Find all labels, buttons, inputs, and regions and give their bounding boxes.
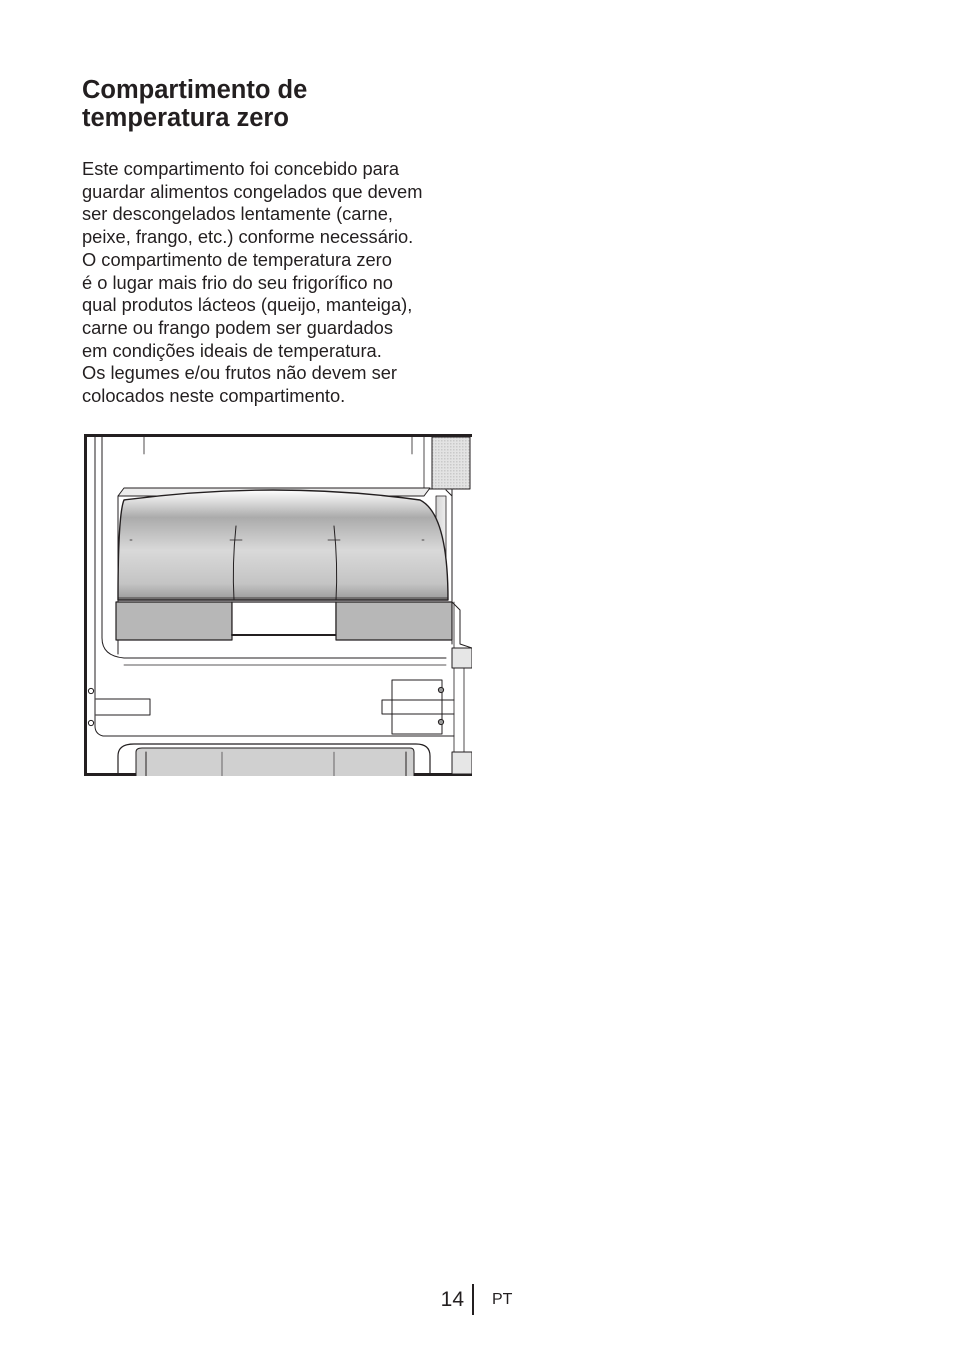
page-number: 14: [440, 1288, 464, 1311]
door-top-grille: [432, 437, 470, 489]
body-line: guardar alimentos congelados que devem: [82, 180, 423, 202]
zero-compartment-illustration: [84, 434, 472, 776]
drawer-middle: [232, 602, 336, 635]
crisper-drawer-inner: [136, 748, 414, 776]
door-hinge-block: [452, 752, 472, 774]
language-code: PT: [492, 1291, 513, 1308]
drawer-right: [336, 602, 452, 640]
left-shelf-rail: [96, 699, 150, 715]
body-line: carne ou frango podem ser guardados: [82, 316, 393, 338]
drawer-left: [116, 602, 232, 640]
footer-divider: [472, 1284, 474, 1315]
door-bracket-clip: [382, 700, 392, 714]
body-line: em condições ideais de temperatura.: [82, 339, 382, 361]
wall-screw: [88, 720, 93, 725]
compartment-lid: [118, 490, 448, 600]
body-paragraph: [82, 158, 482, 408]
page-title-line-2: temperatura zero: [82, 104, 289, 132]
door-bracket-screw: [438, 719, 443, 724]
body-line: Este compartimento foi concebido para: [82, 158, 400, 179]
page-title-line-1: Compartimento de: [82, 76, 308, 104]
wall-screw: [88, 688, 93, 693]
body-line: é o lugar mais frio do seu frigorífico no: [82, 271, 393, 293]
page-title: [82, 76, 502, 132]
body-line: peixe, frango, etc.) conforme necessário.: [82, 226, 414, 248]
body-line: ser descongelados lentamente (carne,: [82, 203, 393, 225]
body-line: colocados neste compartimento.: [82, 385, 346, 407]
body-line: O compartimento de temperatura zero: [82, 248, 392, 270]
body-line: qual produtos lácteos (queijo, manteiga),: [82, 294, 413, 316]
door-bracket-screw: [438, 687, 443, 692]
door-bracket: [392, 680, 442, 734]
door-hinge-block: [452, 648, 472, 668]
body-line: Os legumes e/ou frutos não devem ser: [82, 362, 398, 384]
page-footer: [0, 1284, 954, 1316]
